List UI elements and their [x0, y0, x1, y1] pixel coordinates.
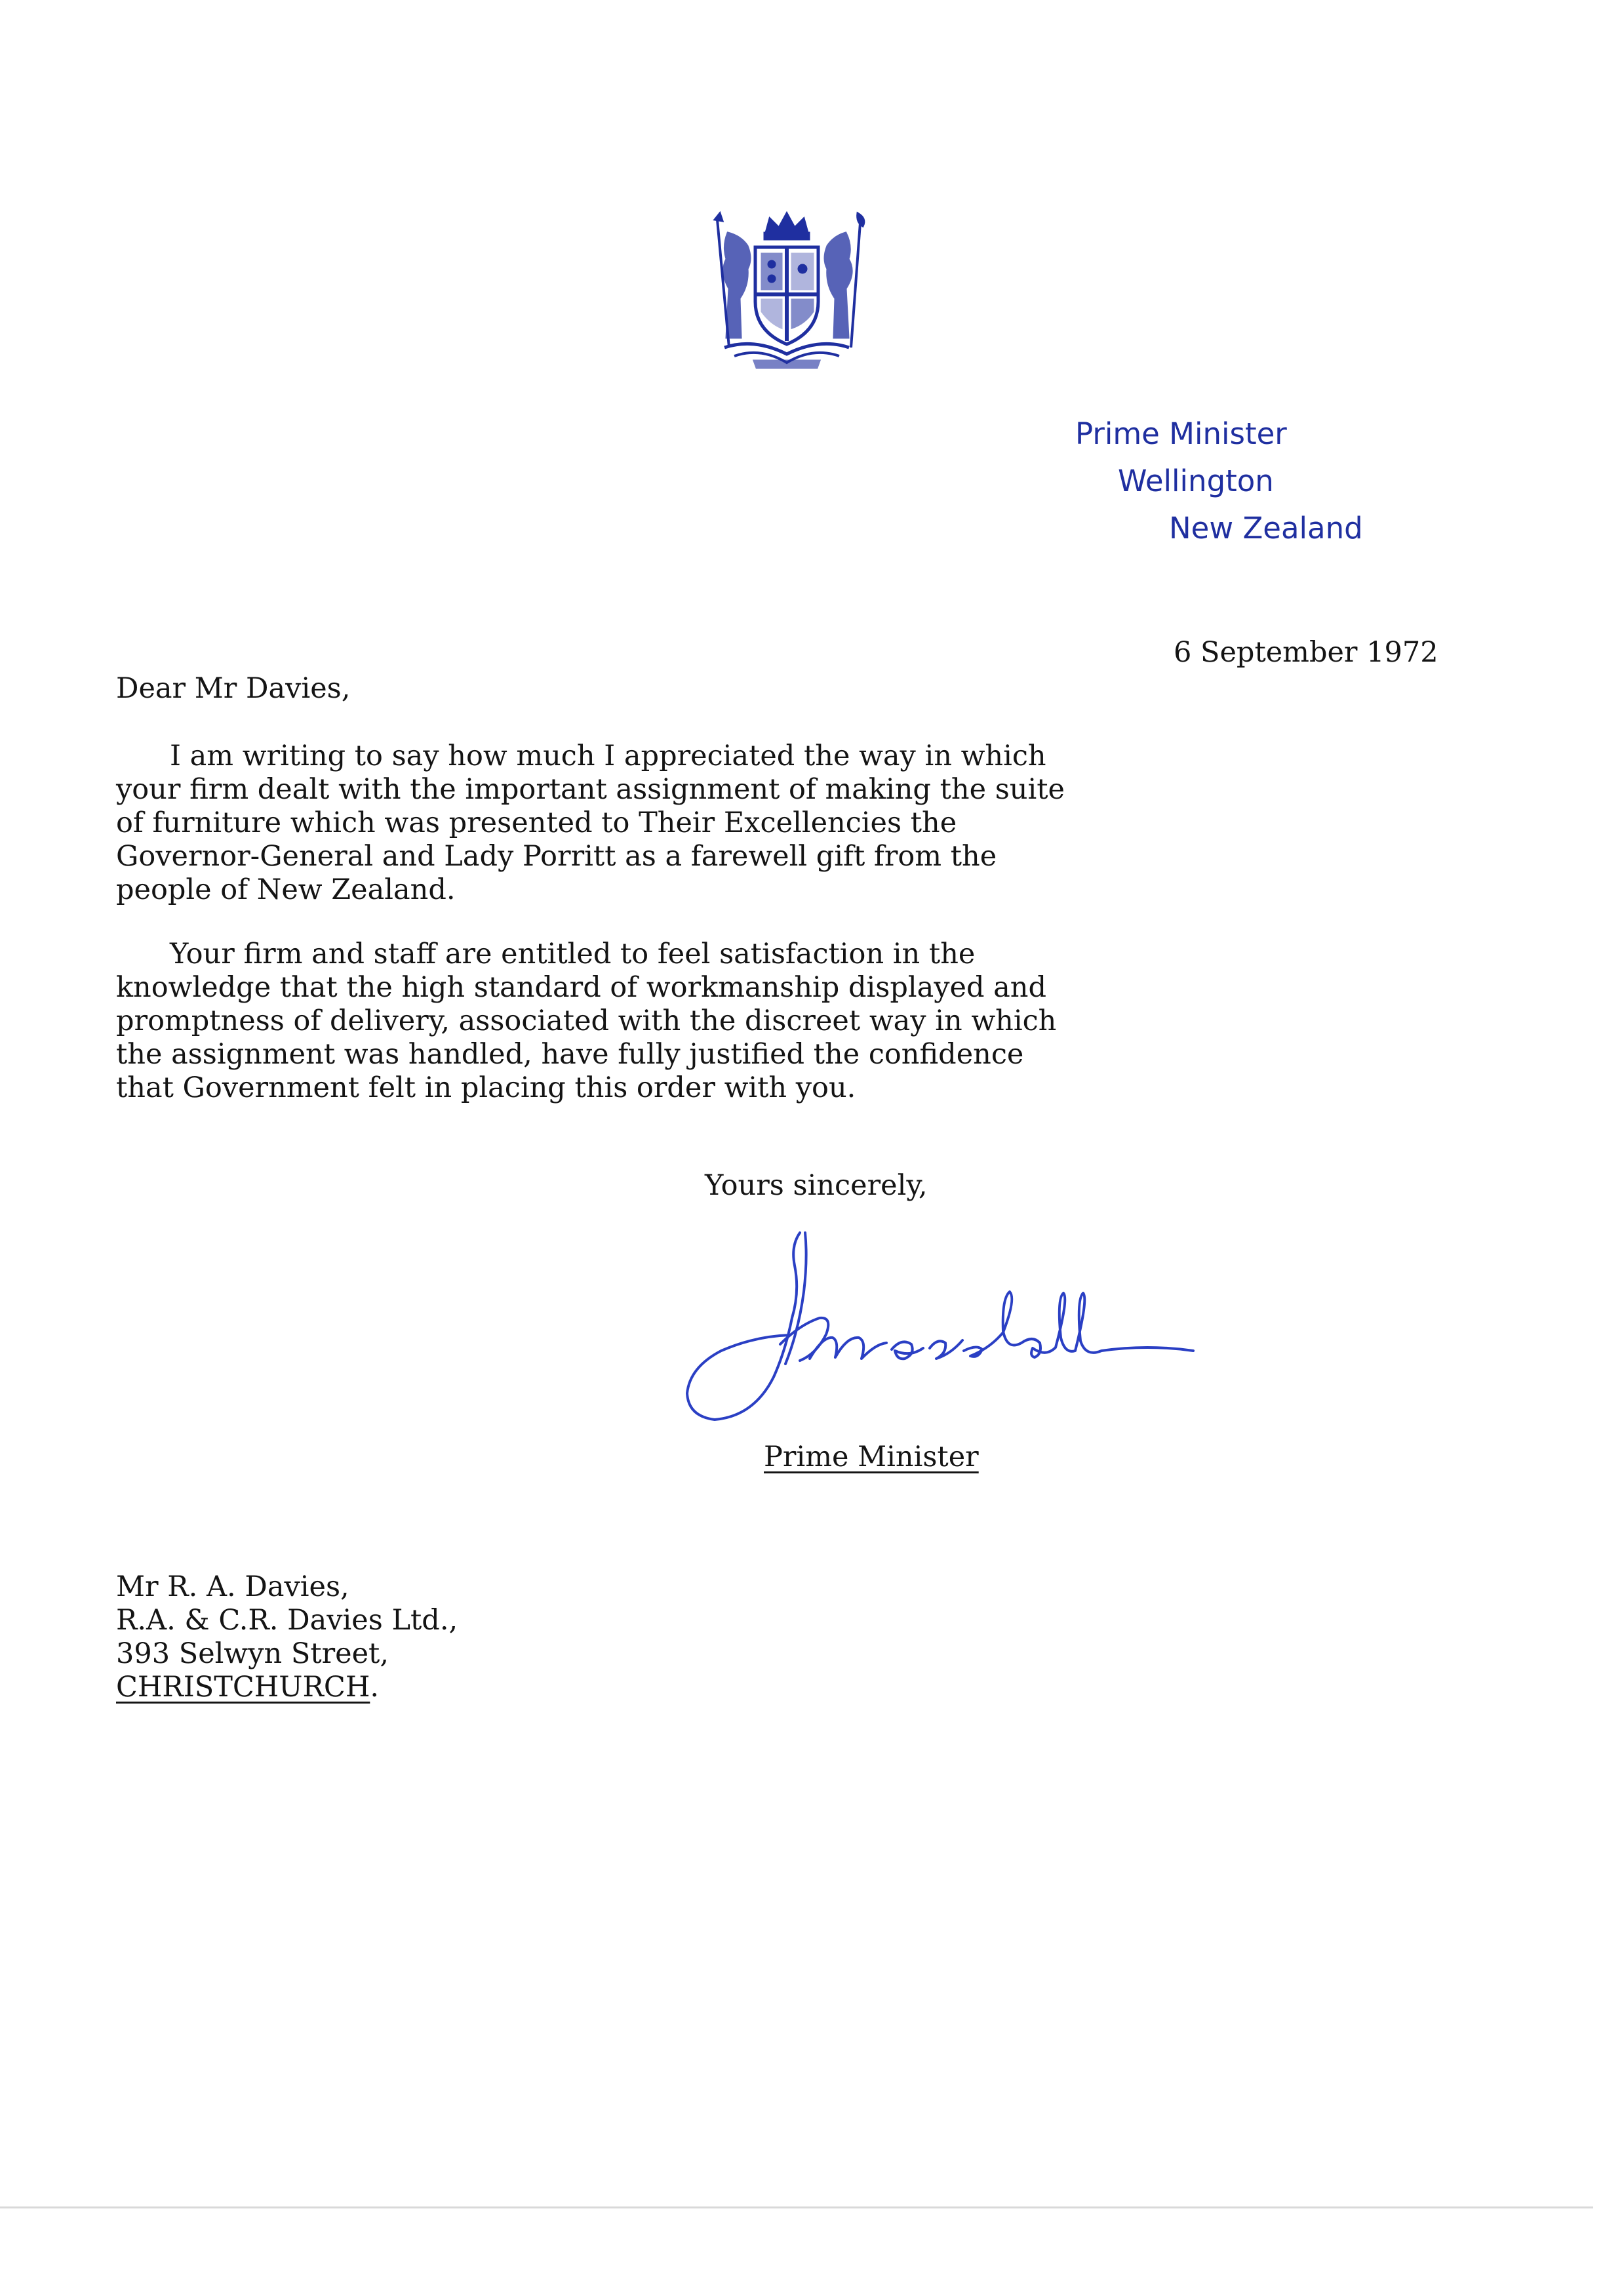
- body-paragraph-1: I am writing to say how much I appreciated the way in which your firm dealt with the important assignment of making the suite of furniture which was presented to Their Excellencies the Governor-General and Lady Porritt as a farewell gift from the people of New Zealand.: [116, 740, 1065, 906]
- address-city-suffix: .: [370, 1671, 379, 1704]
- letterhead-title: Prime Minister: [1075, 416, 1287, 451]
- address-line-city: [116, 1671, 458, 1704]
- recipient-address: [116, 1570, 458, 1704]
- address-line-company: R.A. & C.R. Davies Ltd.,: [116, 1604, 458, 1637]
- body-paragraph-2: Your firm and staff are entitled to feel satisfaction in the knowledge that the high standard of workmanship displayed and promptness of delivery, associated with the discreet way in which the assignment was handled, have fully justified the confidence that Government felt in placing this order with you.: [116, 938, 1057, 1104]
- handwritten-signature: [675, 1220, 1239, 1436]
- new-zealand-coat-of-arms-icon: [688, 207, 885, 370]
- address-line-street: 393 Selwyn Street,: [116, 1637, 389, 1670]
- address-line-name: Mr R. A. Davies,: [116, 1570, 349, 1603]
- letterhead-city: Wellington: [1118, 464, 1274, 498]
- letter-date: 6 September 1972: [1174, 636, 1438, 669]
- letterhead-country: New Zealand: [1169, 511, 1363, 546]
- address-city: CHRISTCHURCH: [116, 1671, 370, 1704]
- salutation: Dear Mr Davies,: [116, 672, 351, 705]
- closing: Yours sincerely,: [705, 1169, 928, 1202]
- scan-edge-divider: [0, 2206, 1593, 2208]
- signer-title: Prime Minister: [764, 1441, 979, 1473]
